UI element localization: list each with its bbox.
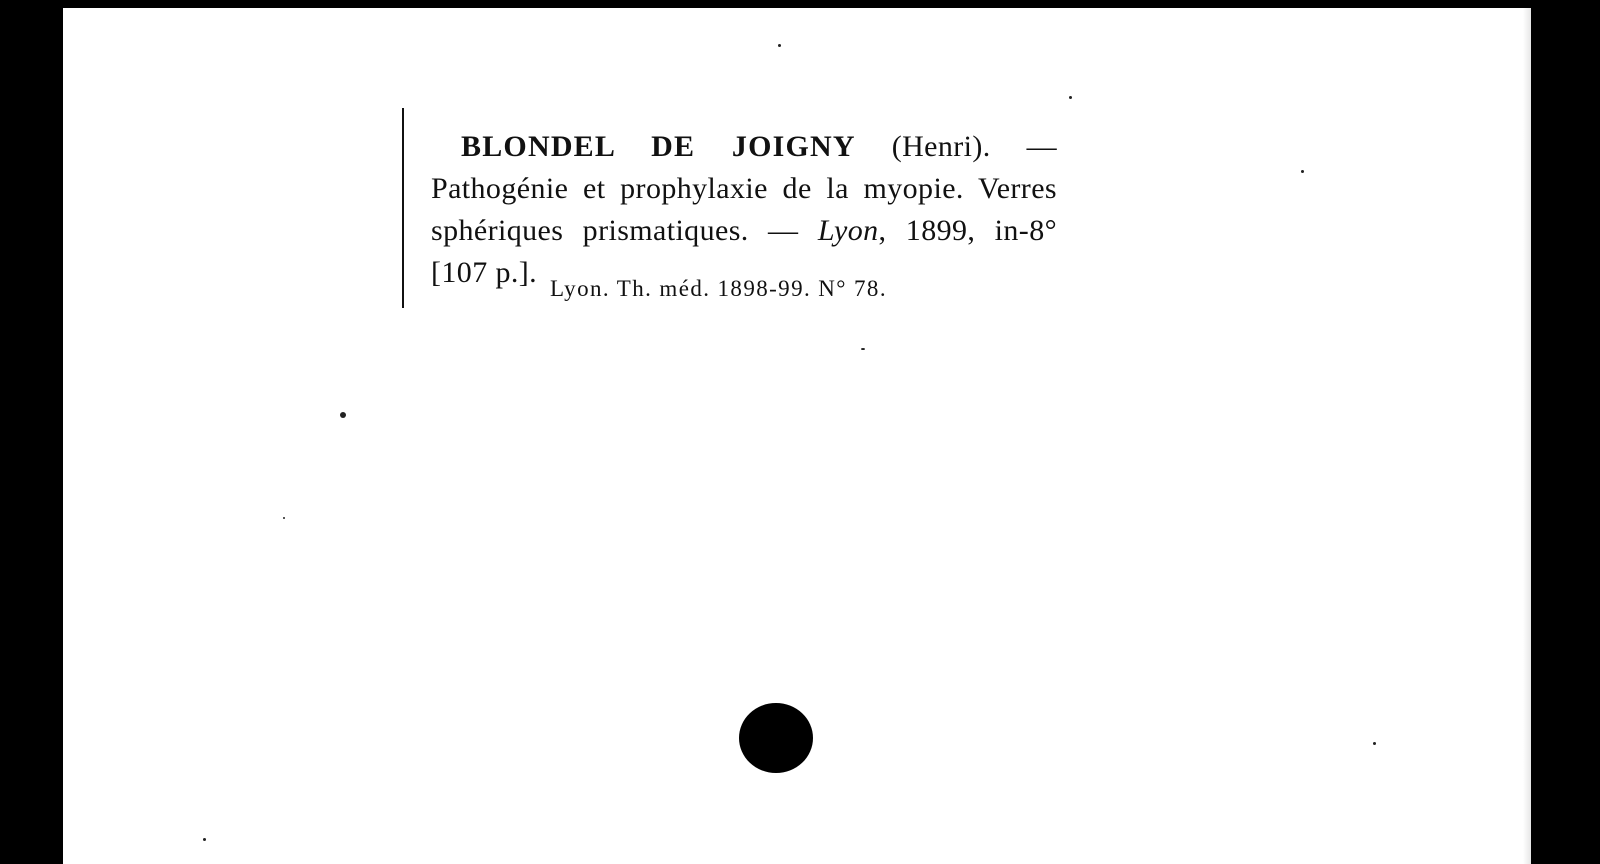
bibliographic-entry: [402, 108, 1102, 316]
scan-speck: [340, 412, 346, 418]
entry-given-name: (Henri).: [891, 130, 991, 163]
entry-author: BLONDEL DE JOIGNY: [461, 130, 856, 163]
scan-speck: [1301, 170, 1304, 173]
scan-speck: [1069, 96, 1072, 99]
entry-dash: —: [1026, 130, 1058, 163]
entry-format: in-8°: [994, 214, 1057, 247]
scan-speck: [1373, 742, 1376, 745]
entry-title: Pathogénie et prophylaxie de la myopie. Verres sphériques prismatiques.: [431, 172, 1057, 247]
entry-pages: [107 p.].: [431, 256, 538, 289]
scan-speck: [283, 517, 285, 519]
thesis-note: Lyon. Th. méd. 1898-99. N° 78.: [550, 276, 887, 301]
card-edge-shadow: [1523, 8, 1531, 864]
entry-dash-2: —: [768, 214, 799, 247]
left-margin-rule: [402, 108, 404, 308]
scan-speck: [203, 838, 206, 841]
entry-year: 1899,: [905, 214, 976, 247]
catalog-card: [63, 8, 1531, 864]
entry-place: Lyon: [817, 214, 879, 247]
punch-hole: [739, 703, 813, 773]
scan-speck: [778, 44, 781, 47]
entry-text: BLONDEL DE JOIGNY (Henri). — Pathogénie et prophylaxie de la myopie. Verres sphériques prismatiques. — Lyon, 1899, in-8° [107 p.].: [431, 130, 1058, 289]
scan-speck: [861, 348, 865, 350]
